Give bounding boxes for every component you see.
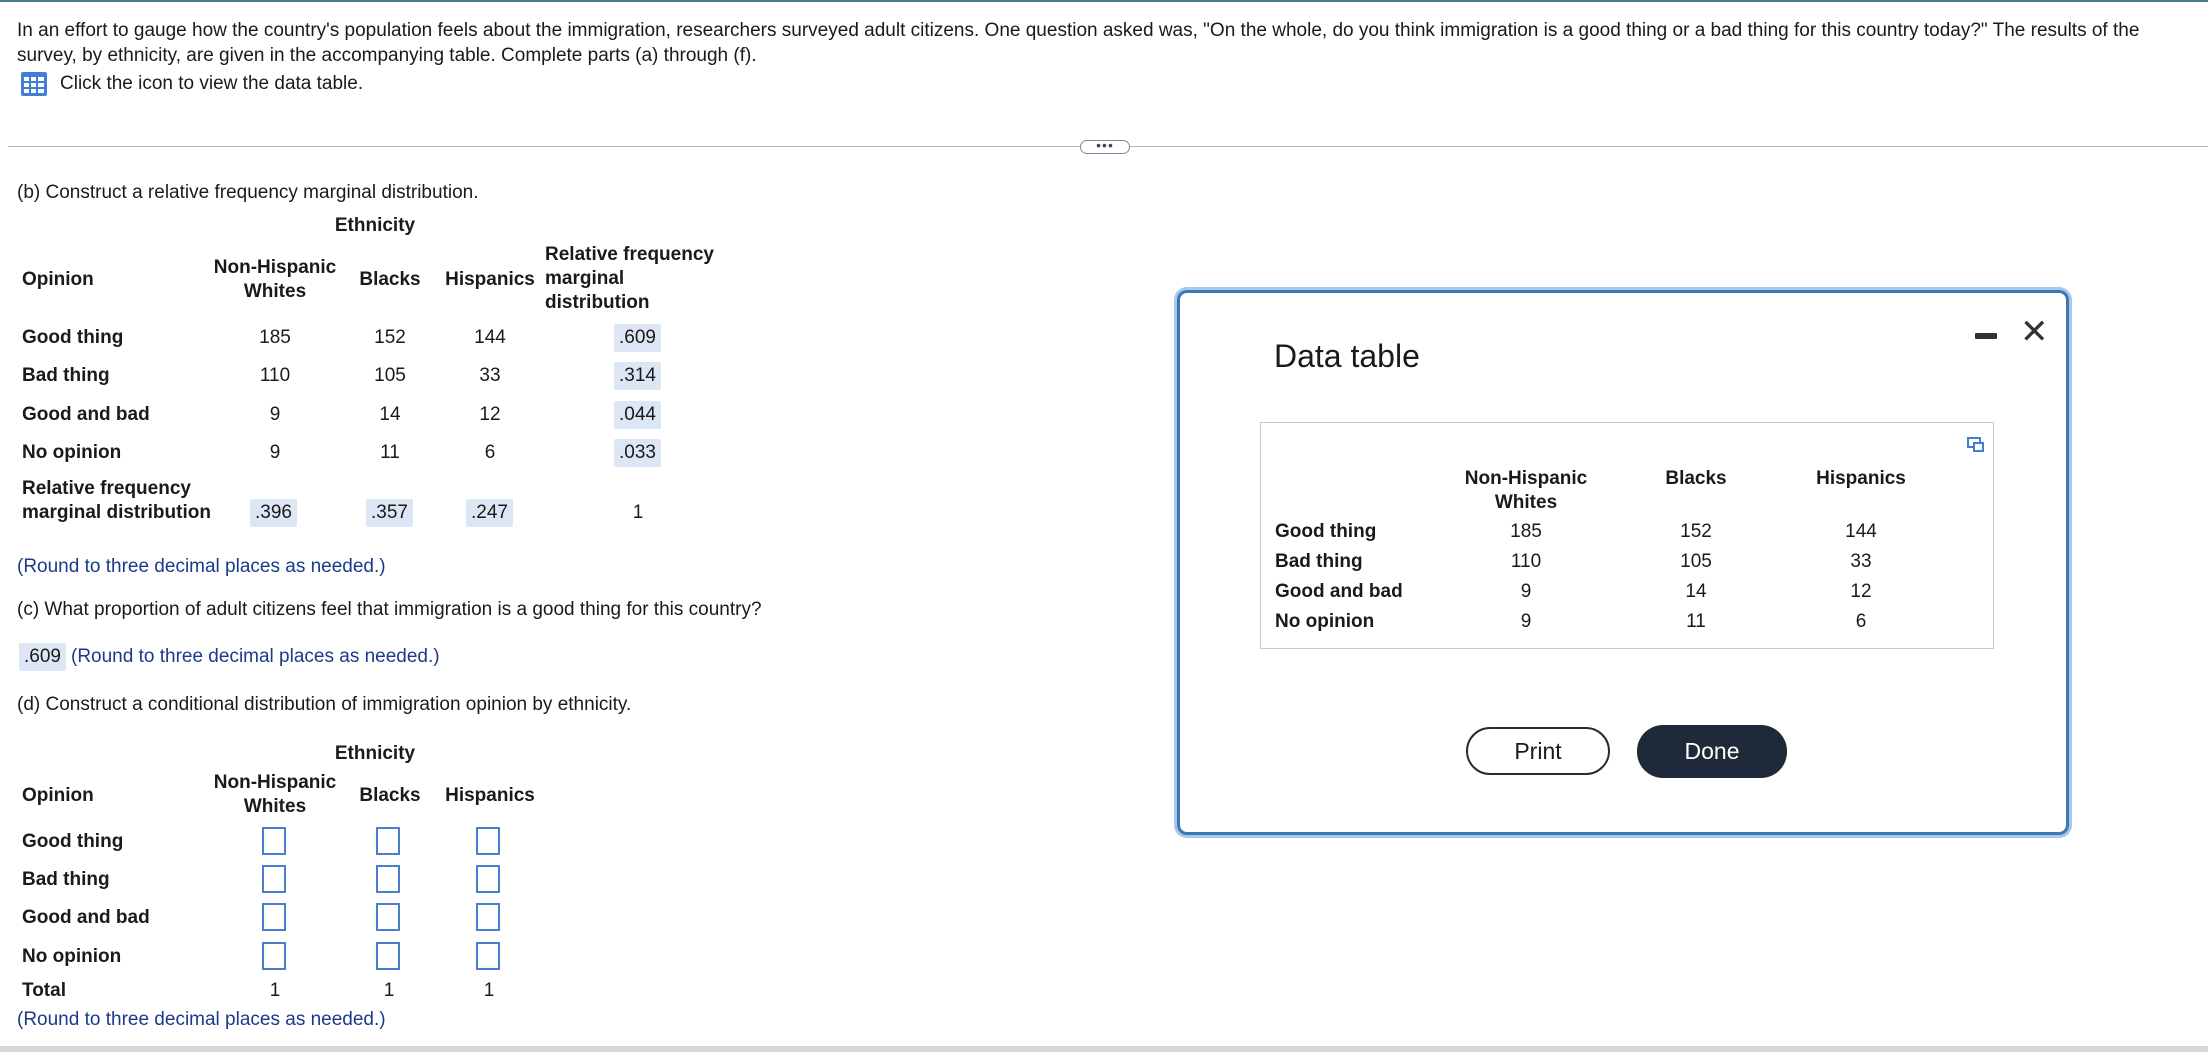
modal-nhw-header: Non-Hispanic Whites (1464, 468, 1588, 513)
part-d-nhw-header: Non-Hispanic Whites (213, 772, 337, 817)
modal-row-label: No opinion (1275, 611, 1375, 632)
part-d-row-label: Good and bad (22, 907, 150, 928)
part-d-total: 1 (269, 980, 281, 1001)
part-b-rf-answer[interactable]: .314 (614, 362, 661, 390)
part-d-hispanics-header: Hispanics (445, 785, 535, 806)
part-b-blacks-header: Blacks (359, 269, 421, 290)
part-b-marginal-answer[interactable]: .247 (466, 499, 513, 527)
modal-blacks-header: Blacks (1665, 468, 1727, 489)
part-d-input[interactable] (476, 903, 500, 931)
part-c-answer[interactable]: .609 (19, 643, 66, 671)
modal-cell: 12 (1850, 581, 1872, 602)
part-d-hint: (Round to three decimal places as needed.) (17, 1009, 386, 1030)
close-icon[interactable]: ✕ (2020, 313, 2049, 351)
part-b-rf-answer[interactable]: .033 (614, 439, 661, 467)
part-b-marginal-answer[interactable]: .357 (366, 499, 413, 527)
part-b-marginal-answer[interactable]: .396 (250, 499, 297, 527)
modal-row-label: Good and bad (1275, 581, 1403, 602)
part-b-rf-answer[interactable]: .609 (614, 324, 661, 352)
part-b-cell: 6 (484, 442, 496, 463)
modal-cell: 14 (1685, 581, 1707, 602)
part-b-row-label: No opinion (22, 442, 122, 463)
part-b-cell: 14 (379, 404, 401, 425)
part-b-cell: 9 (269, 404, 281, 425)
part-b-rf-header: Relative frequency marginal distribution (545, 244, 714, 313)
part-d-blacks-header: Blacks (359, 785, 421, 806)
part-b-question: (b) Construct a relative frequency marginal distribution. (17, 182, 479, 203)
part-d-opinion-header: Opinion (22, 785, 94, 806)
part-d-total: 1 (383, 980, 395, 1001)
part-b-cell: 12 (479, 404, 501, 425)
modal-cell: 152 (1680, 521, 1712, 542)
part-b-cell: 152 (374, 327, 406, 348)
minimize-icon[interactable] (1975, 333, 1997, 339)
data-table-link-text[interactable]: Click the icon to view the data table. (60, 73, 364, 94)
part-b-row-label: Bad thing (22, 365, 110, 386)
data-table-modal (1177, 290, 2069, 835)
modal-cell: 144 (1845, 521, 1877, 542)
part-d-total: 1 (483, 980, 495, 1001)
modal-title: Data table (1274, 338, 1420, 374)
part-d-input[interactable] (262, 903, 286, 931)
modal-hispanics-header: Hispanics (1816, 468, 1906, 489)
part-b-row-label: Good thing (22, 327, 124, 348)
modal-cell: 6 (1855, 611, 1867, 632)
part-b-cell: 105 (374, 365, 406, 386)
part-b-cell: 9 (269, 442, 281, 463)
print-button[interactable]: Print (1466, 727, 1610, 775)
modal-cell: 11 (1686, 611, 1706, 632)
part-b-hispanics-header: Hispanics (445, 269, 535, 290)
modal-cell: 185 (1510, 521, 1542, 542)
part-b-cell: 33 (479, 365, 501, 386)
data-table-link[interactable] (20, 71, 363, 97)
data-table (1260, 422, 1994, 649)
table-icon[interactable] (20, 71, 48, 97)
part-d-input[interactable] (376, 903, 400, 931)
part-d-input[interactable] (262, 942, 286, 970)
modal-row-label: Bad thing (1275, 551, 1363, 572)
modal-cell: 9 (1520, 581, 1532, 602)
part-b-nhw-header: Non-Hispanic Whites (213, 257, 337, 302)
part-d-input[interactable] (476, 865, 500, 893)
part-d-input[interactable] (262, 827, 286, 855)
part-d-input[interactable] (262, 865, 286, 893)
part-b-rf-answer[interactable]: .044 (614, 401, 661, 429)
part-b-marginal-total: 1 (632, 502, 644, 523)
copy-icon[interactable] (1967, 437, 1985, 458)
modal-cell: 110 (1510, 551, 1542, 572)
part-b-cell: 185 (259, 327, 291, 348)
part-b-ethnicity-header: Ethnicity (334, 215, 416, 236)
part-b-hint: (Round to three decimal places as needed.) (17, 556, 386, 577)
part-d-input[interactable] (376, 865, 400, 893)
problem-statement: In an effort to gauge how the country's population feels about the immigration, researchers surveyed adult citizens. One question asked was, "On the whole, do you think immigration is a good thing or a bad thing for this country today?" The results of the survey, by ethnicity, are given in the accompanying table. Complete parts (a) through (f). (17, 20, 2140, 66)
part-d-input[interactable] (376, 827, 400, 855)
modal-cell: 9 (1520, 611, 1532, 632)
part-b-cell: 110 (259, 365, 291, 386)
part-d-question: (d) Construct a conditional distribution of immigration opinion by ethnicity. (17, 694, 632, 715)
part-d-input[interactable] (376, 942, 400, 970)
part-c-hint: (Round to three decimal places as needed.) (71, 646, 440, 667)
part-b-marginal-label: Relative frequency marginal distribution (22, 478, 211, 523)
part-d-ethnicity-header: Ethnicity (334, 743, 416, 764)
part-d-row-label: No opinion (22, 946, 122, 967)
part-b-row-label: Good and bad (22, 404, 150, 425)
part-b-cell: 144 (474, 327, 506, 348)
modal-cell: 105 (1680, 551, 1712, 572)
part-d-total-label: Total (22, 980, 66, 1001)
part-b-cell: 11 (380, 442, 400, 463)
part-d-row-label: Good thing (22, 831, 124, 852)
part-d-input[interactable] (476, 942, 500, 970)
expand-toggle[interactable]: ••• (1080, 140, 1130, 154)
bottom-scrollbar[interactable] (0, 1046, 2208, 1052)
modal-row-label: Good thing (1275, 521, 1377, 542)
part-d-row-label: Bad thing (22, 869, 110, 890)
part-b-opinion-header: Opinion (22, 269, 94, 290)
modal-cell: 33 (1850, 551, 1872, 572)
top-rule (0, 0, 2208, 2)
part-c-question: (c) What proportion of adult citizens feel that immigration is a good thing for this country? (17, 599, 762, 620)
part-d-input[interactable] (476, 827, 500, 855)
done-button[interactable]: Done (1637, 725, 1787, 778)
